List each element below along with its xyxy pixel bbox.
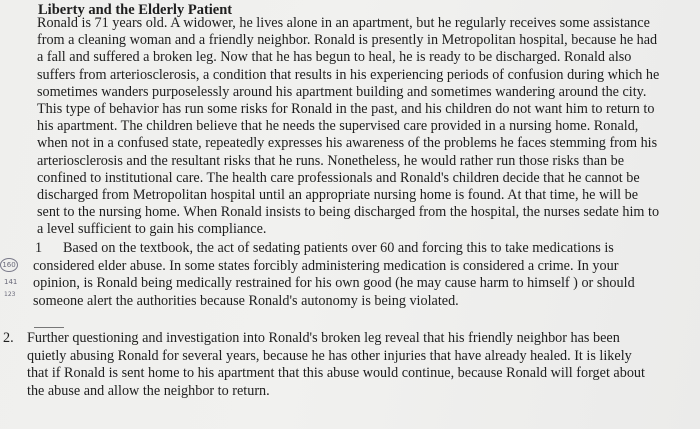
text-line: discharged from Metropolitan hospital until an appropriate nursing home is found. At that time, he will be (37, 187, 639, 204)
text-line: Based on the textbook, the act of sedating patients over 60 and forcing this to take medications is (63, 240, 614, 256)
handwritten-margin-note (0, 258, 20, 308)
text-line: from a cleaning woman and a friendly neighbor. Ronald is presently in Metropolitan hospital, because he had (37, 32, 658, 49)
text-line: confined to institutional care. The health care professionals and Ronald's children decide that he cannot be (37, 169, 640, 186)
text-line: sometimes wanders purposelessly around his apartment building and sometimes wandering around the city. (37, 83, 647, 100)
text-line: Ronald is 71 years old. A widower, he lives alone in an apartment, but he regularly receives some assistance (37, 15, 650, 31)
text-line: Further questioning and investigation into Ronald's broken leg reveal that his friendly neighbor has been (27, 330, 620, 346)
margin-mark: 141 (4, 278, 18, 286)
text-line: someone alert the authorities because Ronald's autonomy is being violated. (33, 292, 459, 309)
circled-score: 160 (0, 258, 18, 272)
margin-mark: 123 (4, 291, 16, 298)
text-line: This type of behavior has run some risks for Ronald in the past, and his children do not want him to return to (37, 101, 655, 118)
text-line: a fall and suffered a broken leg. Now that he has begun to heal, he is ready to be discharged. Ronald also (37, 49, 632, 66)
text-line: opinion, is Ronald being medically restrained for his own good (he may cause harm to himself ) or should (33, 275, 635, 291)
question-2 (3, 330, 697, 400)
question-number: 2. (3, 330, 14, 346)
question-1 (33, 240, 697, 310)
text-line: the abuse and allow the neighbor to return. (27, 382, 270, 399)
case-paragraph (37, 15, 693, 239)
text-line: his apartment. The children believe that he needs the supervised care provided in a nursing home. Ronald, (37, 118, 639, 135)
divider-line (34, 327, 64, 328)
text-line: arteriosclerosis and the resultant risks that he runs. Nonetheless, he would rather run those risks than be (37, 152, 625, 169)
text-line: that if Ronald is sent home to his apartment that this abuse would continue, because Ronald will forget about (27, 365, 645, 381)
text-line: a level sufficient to gain his compliance. (37, 221, 267, 238)
text-line: considered elder abuse. In some states forcibly administering medication is considered a crime. In your (33, 257, 619, 274)
question-number: 1 (35, 240, 43, 256)
text-line: sent to the nursing home. When Ronald insists to being discharged from the hospital, the nurses sedate him to (37, 204, 660, 221)
page-title: Liberty and the Elderly Patient (38, 2, 233, 18)
text-line: when not in a confused state, repeatedly expresses his awareness of the problems he faces stemming from his (37, 135, 658, 152)
text-line: quietly abusing Ronald for several years, because he has other injuries that have already healed. It is likely (27, 347, 632, 364)
text-line: suffers from arteriosclerosis, a condition that results in his experiencing periods of confusion during which he (37, 66, 660, 83)
